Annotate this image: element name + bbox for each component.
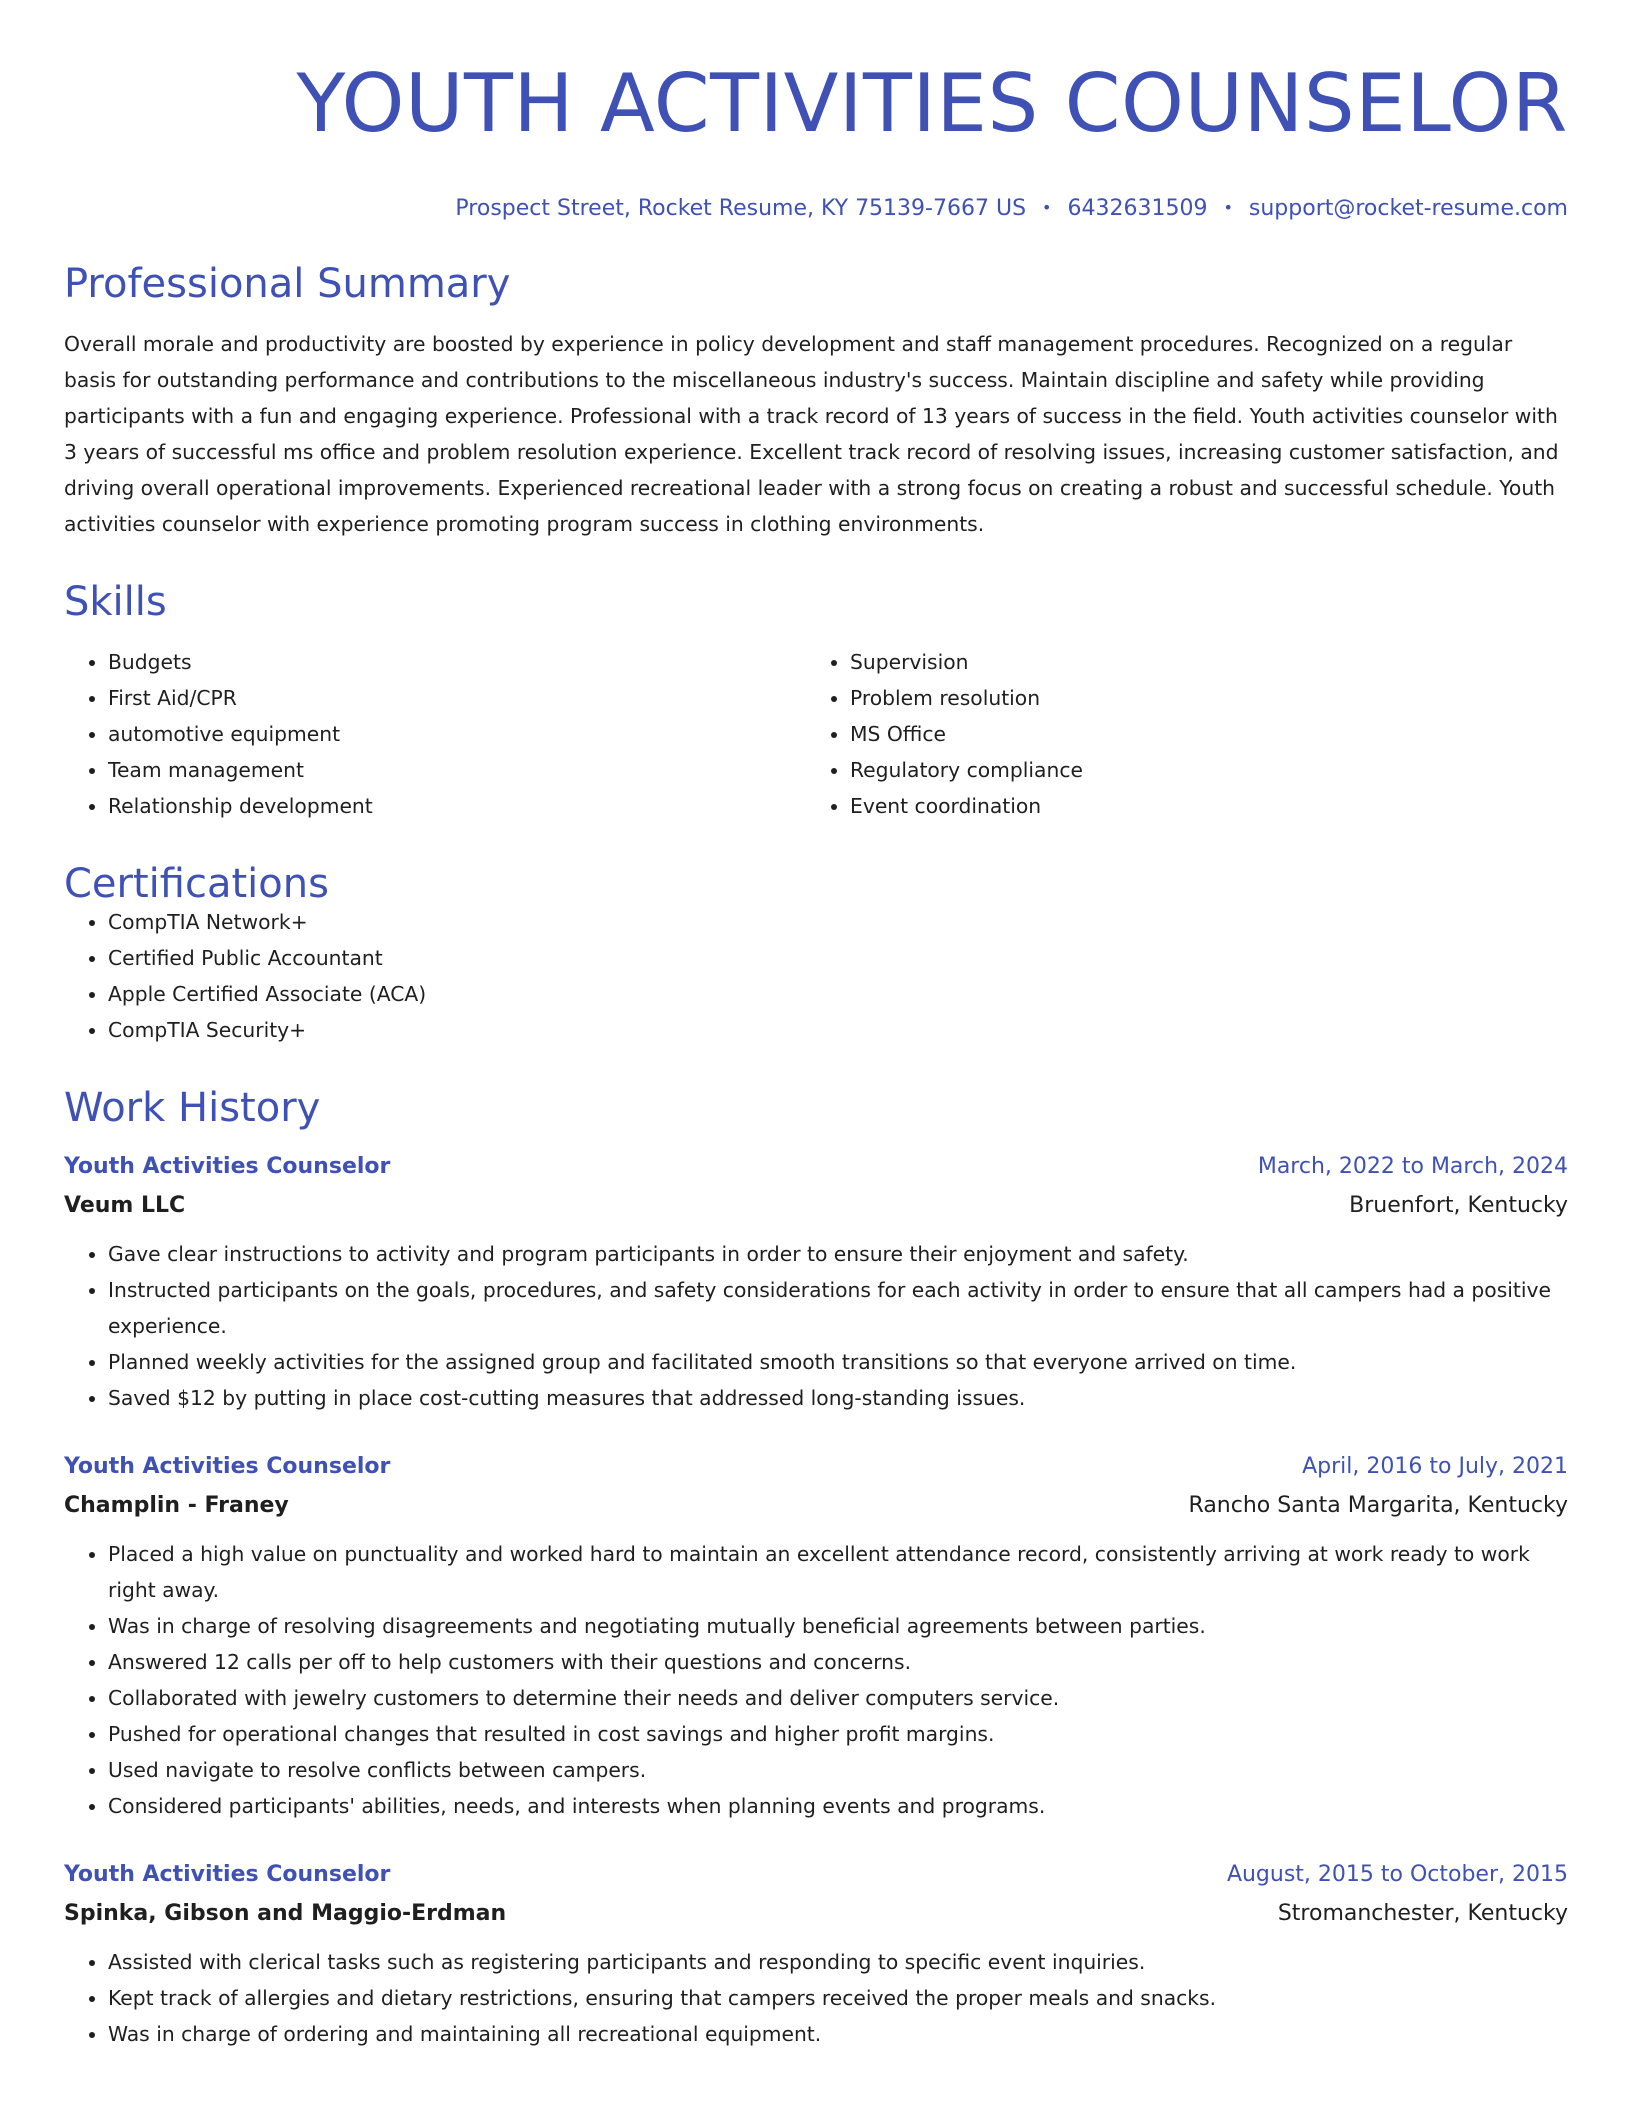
job-title: Youth Activities Counselor	[64, 1153, 391, 1179]
resume-page	[64, 0, 1568, 2052]
job-subheader	[64, 1901, 1568, 1926]
job-company: Spinka, Gibson and Maggio-Erdman	[64, 1900, 507, 1926]
resume-name: YOUTH ACTIVITIES COUNSELOR	[296, 57, 1568, 150]
certification-item: • CompTIA Network+	[108, 904, 1568, 940]
job-location: Rancho Santa Margarita, Kentucky	[1188, 1492, 1568, 1518]
contact-line	[64, 195, 1568, 221]
job-bullets	[64, 1536, 1568, 1824]
job-bullet: • Was in charge of resolving disagreements and negotiating mutually beneficial agreements between parties.	[108, 1608, 1568, 1644]
job-title: Youth Activities Counselor	[64, 1861, 391, 1887]
job-entry	[64, 1862, 1568, 2052]
certification-item: • Certified Public Accountant	[108, 940, 1568, 976]
job-bullet: • Gave clear instructions to activity and program participants in order to ensure their enjoyment and safety.	[108, 1236, 1568, 1272]
skills-column-left	[64, 644, 806, 824]
certifications-list	[64, 904, 1568, 1048]
job-header	[64, 1454, 1568, 1479]
skill-item: • Budgets	[108, 644, 806, 680]
skills-columns	[64, 644, 1568, 824]
job-header	[64, 1154, 1568, 1179]
certifications-heading: Certifications	[64, 860, 329, 907]
job-bullet: • Answered 12 calls per off to help customers with their questions and concerns.	[108, 1644, 1568, 1680]
job-dates: August, 2015 to October, 2015	[1226, 1861, 1568, 1887]
job-bullets	[64, 1944, 1568, 2052]
work-history-heading: Work History	[64, 1084, 321, 1131]
contact-separator: •	[1223, 197, 1233, 217]
summary-heading: Professional Summary	[64, 260, 511, 307]
contact-phone: 6432631509	[1067, 195, 1208, 221]
job-entry	[64, 1454, 1568, 1824]
job-bullet: • Considered participants' abilities, needs, and interests when planning events and programs.	[108, 1788, 1568, 1824]
skill-item: • Event coordination	[850, 788, 1548, 824]
skill-item: • Problem resolution	[850, 680, 1548, 716]
job-bullet: • Planned weekly activities for the assigned group and facilitated smooth transitions so that everyone arrived on time.	[108, 1344, 1568, 1380]
job-bullet: • Pushed for operational changes that resulted in cost savings and higher profit margins.	[108, 1716, 1568, 1752]
skill-item: • MS Office	[850, 716, 1548, 752]
skills-list-right	[806, 644, 1548, 824]
job-location: Stromanchester, Kentucky	[1277, 1900, 1568, 1926]
job-dates: March, 2022 to March, 2024	[1257, 1153, 1568, 1179]
skill-item: • Supervision	[850, 644, 1548, 680]
skill-item: • automotive equipment	[108, 716, 806, 752]
contact-email[interactable]: support@rocket-resume.com	[1248, 195, 1568, 221]
job-bullet: • Instructed participants on the goals, procedures, and safety considerations for each activity in order to ensure that all campers had a positive experience.	[108, 1272, 1568, 1344]
skill-item: • Regulatory compliance	[850, 752, 1548, 788]
certification-item: • CompTIA Security+	[108, 1012, 1568, 1048]
job-bullet: • Placed a high value on punctuality and worked hard to maintain an excellent attendance record, consistently arriving at work ready to work right away.	[108, 1536, 1568, 1608]
skills-list-left	[64, 644, 806, 824]
job-title: Youth Activities Counselor	[64, 1453, 391, 1479]
job-bullet: • Collaborated with jewelry customers to determine their needs and deliver computers service.	[108, 1680, 1568, 1716]
job-bullet: • Was in charge of ordering and maintaining all recreational equipment.	[108, 2016, 1568, 2052]
job-company: Veum LLC	[64, 1192, 186, 1218]
skills-column-right	[806, 644, 1548, 824]
summary-text: Overall morale and productivity are boosted by experience in policy development and staff management procedures. Recognized on a regular basis for outstanding performance and contributions to the miscellaneous industry's success. Maintain discipline and safety while providing participants with a fun and engaging experience. Professional with a track record of 13 years of success in the field. Youth activities counselor with 3 years of successful ms office and problem resolution experience. Excellent track record of resolving issues, increasing customer satisfaction, and driving overall operational improvements. Experienced recreational leader with a strong focus on creating a robust and successful schedule. Youth activities counselor with experience promoting program success in clothing environments.	[64, 331, 1559, 536]
job-bullet: • Kept track of allergies and dietary restrictions, ensuring that campers received the proper meals and snacks.	[108, 1980, 1568, 2016]
job-bullet: • Assisted with clerical tasks such as registering participants and responding to specific event inquiries.	[108, 1944, 1568, 1980]
job-subheader	[64, 1193, 1568, 1218]
skill-item: • Relationship development	[108, 788, 806, 824]
skill-item: • Team management	[108, 752, 806, 788]
job-entry	[64, 1154, 1568, 1416]
job-location: Bruenfort, Kentucky	[1349, 1192, 1568, 1218]
job-subheader	[64, 1493, 1568, 1518]
job-bullet: • Used navigate to resolve conflicts between campers.	[108, 1752, 1568, 1788]
job-bullets	[64, 1236, 1568, 1416]
certification-item: • Apple Certified Associate (ACA)	[108, 976, 1568, 1012]
skills-heading: Skills	[64, 578, 167, 625]
job-company: Champlin - Franey	[64, 1492, 289, 1518]
contact-address: Prospect Street, Rocket Resume, KY 75139-7667 US	[455, 195, 1027, 221]
skill-item: • First Aid/CPR	[108, 680, 806, 716]
job-dates: April, 2016 to July, 2021	[1302, 1453, 1568, 1479]
job-header	[64, 1862, 1568, 1887]
contact-separator: •	[1042, 197, 1052, 217]
job-bullet: • Saved $12 by putting in place cost-cutting measures that addressed long-standing issues.	[108, 1380, 1568, 1416]
